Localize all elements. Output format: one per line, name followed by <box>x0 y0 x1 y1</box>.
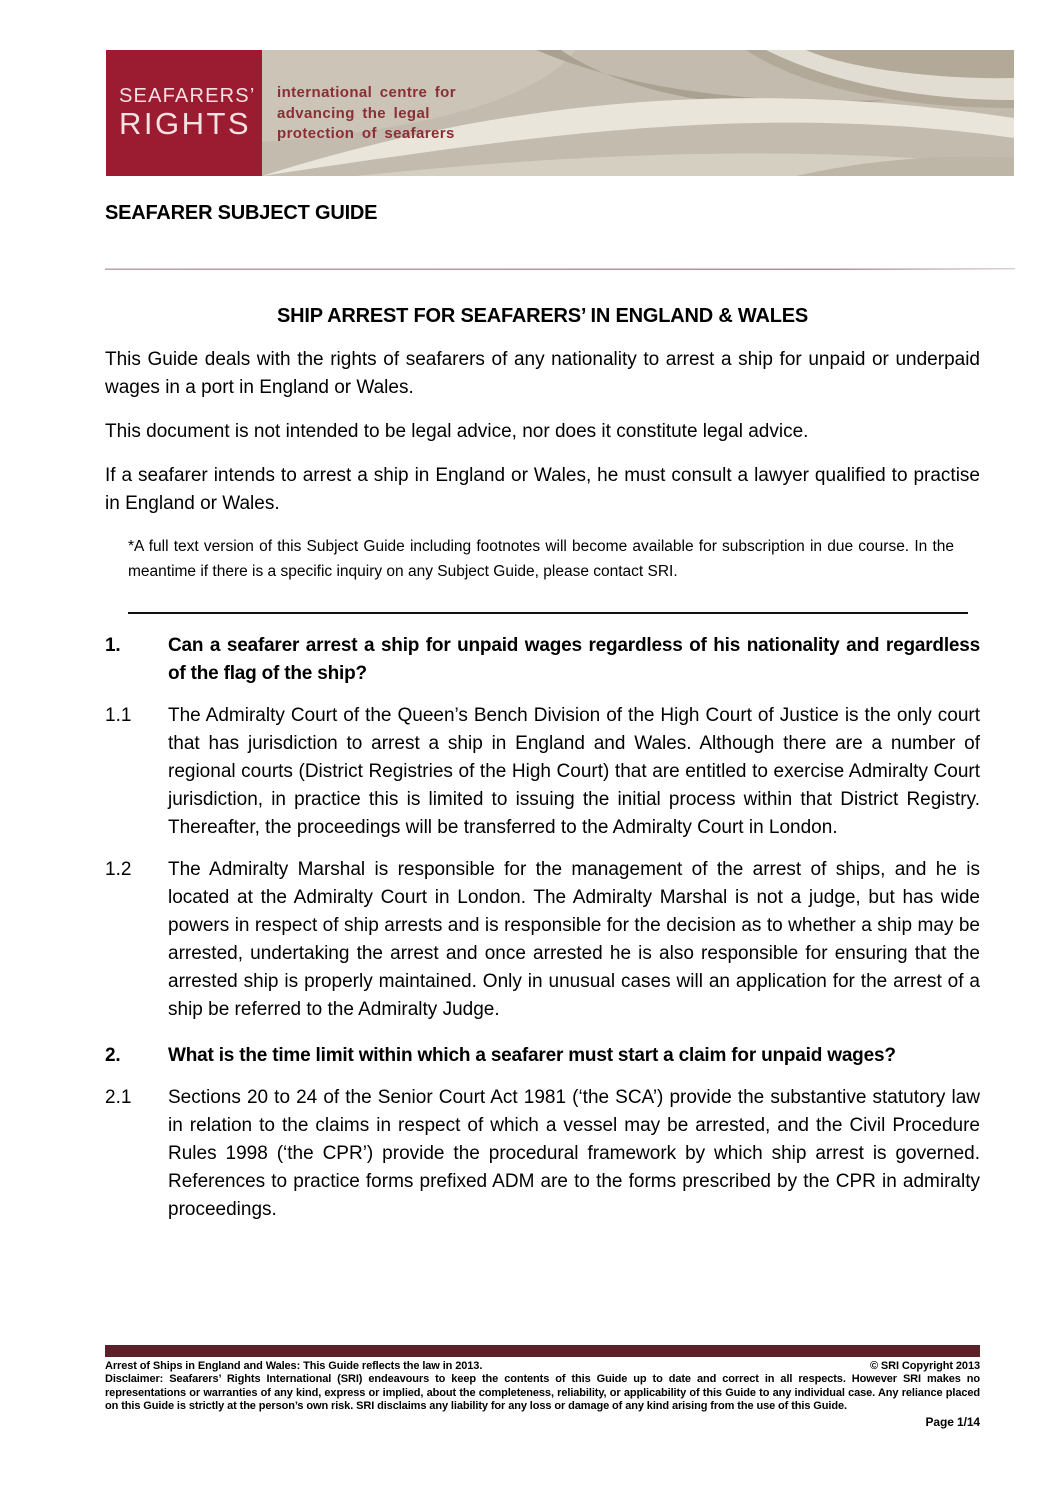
intro-paragraph-1: This Guide deals with the rights of seafarers of any nationality to arrest a ship for unpaid or underpaid wages in a port in England or Wales. <box>105 349 980 398</box>
page-number: Page 1/14 <box>925 1414 980 1429</box>
section-2-heading <box>105 1042 980 1070</box>
tagline-line-3: protection of seafarers <box>277 125 455 142</box>
item-1-1-text: The Admiralty Court of the Queen’s Bench Division of the High Court of Justice is the only court that has jurisdiction to arrest a ship in England and Wales. Although there are a number of regional courts (District Registries of the High Court) that are entitled to exercise Admiralty Court jurisdiction, in practice this is limited to issuing the initial process within that District Registry. Thereafter, the proceedings will be transferred to the Admiralty Court in London. <box>168 705 980 838</box>
page-footer <box>105 1345 980 1429</box>
footer-info-text: This Guide reflects the law in 2013. <box>300 1360 483 1372</box>
footer-copyright: © SRI Copyright 2013 <box>869 1360 980 1372</box>
document-body <box>105 296 980 1224</box>
tagline-line-1: international centre for <box>277 84 456 101</box>
footer-info-label: Arrest of Ships in England and Wales: <box>105 1360 301 1372</box>
document-title: SHIP ARREST FOR SEAFARERS’ IN ENGLAND & WALES <box>276 305 809 327</box>
item-2-1-text: Sections 20 to 24 of the Senior Court Act 1981 (‘the SCA’) provide the substantive statutory law in relation to the claims in respect of which a vessel may be arrested, and the Civil Procedure Rules 1998 (‘the CPR’) provide the procedural framework by which ship arrest is governed. References to practice forms prefixed ADM are to the forms prescribed by the CPR in admiralty proceedings. <box>168 1087 980 1220</box>
subject-guide-kicker: SEAFARER SUBJECT GUIDE <box>105 202 378 224</box>
item-1-2-number: 1.2 <box>105 859 132 880</box>
item-2-1-number: 2.1 <box>105 1087 132 1108</box>
disclaimer-label: Disclaimer: <box>105 1373 164 1386</box>
section-2-number: 2. <box>105 1045 121 1066</box>
section-item-2-1 <box>105 1084 980 1224</box>
subscription-note: *A full text version of this Subject Guide including footnotes will become available for subscription in due course. In the meantime if there is a specific inquiry on any Subject Guide, please contact SRI. <box>128 538 954 580</box>
logo-tagline <box>277 83 456 145</box>
disclaimer-text: Seafarers’ Rights International (SRI) endeavours to keep the contents of this Guide up to date and correct in all respects. However SRI makes no representations or warranties of any kind, express or implied, about the completeness, reliability, or applicability of this Guide to any individual case. Any reliance placed on this Guide is strictly at the person’s own risk. SRI disclaims any liability for any loss or damage of any kind arising from the use of this Guide. <box>105 1373 980 1413</box>
footer-info-row <box>105 1360 980 1373</box>
item-1-1-number: 1.1 <box>105 705 132 726</box>
section-1-heading <box>105 632 980 688</box>
logo-text-seafarers: SEAFARERS’ <box>119 85 256 107</box>
section-item-1-1 <box>105 702 980 842</box>
item-1-2-text: The Admiralty Marshal is responsible for the management of the arrest of ships, and he is located at the Admiralty Court in London. The Admiralty Marshal is not a judge, but has wide powers in respect of ship arrests and is responsible for the decision as to whether a ship may be arrested, undertaking the arrest and once arrested he is also responsible for ensuring that the arrested ship is properly maintained. Only in unusual cases will an application for the arrest of a ship be referred to the Admiralty Judge. <box>168 859 980 1020</box>
section-2-heading-text: What is the time limit within which a seafarer must start a claim for unpaid wages? <box>168 1045 896 1066</box>
header-banner <box>106 50 1014 176</box>
logo-text-rights: RIGHTS <box>119 106 252 141</box>
tagline-line-2: advancing the legal <box>277 104 430 122</box>
intro-paragraph-3: If a seafarer intends to arrest a ship in England or Wales, he must consult a lawyer qualified to practise in England or Wales. <box>105 465 980 514</box>
intro-paragraph-2: This document is not intended to be legal advice, nor does it constitute legal advice. <box>105 421 809 442</box>
section-item-1-2 <box>105 856 980 1024</box>
footer-disclaimer <box>105 1373 980 1413</box>
section-divider-rule <box>128 612 968 614</box>
footer-info <box>105 1360 482 1373</box>
header-divider-rule <box>105 268 1015 270</box>
seafarers-rights-logo <box>106 50 262 176</box>
section-1-number: 1. <box>105 635 121 656</box>
footer-bar <box>105 1345 980 1357</box>
section-1-heading-text: Can a seafarer arrest a ship for unpaid wages regardless of his nationality and regardless of the flag of the ship? <box>168 635 980 684</box>
